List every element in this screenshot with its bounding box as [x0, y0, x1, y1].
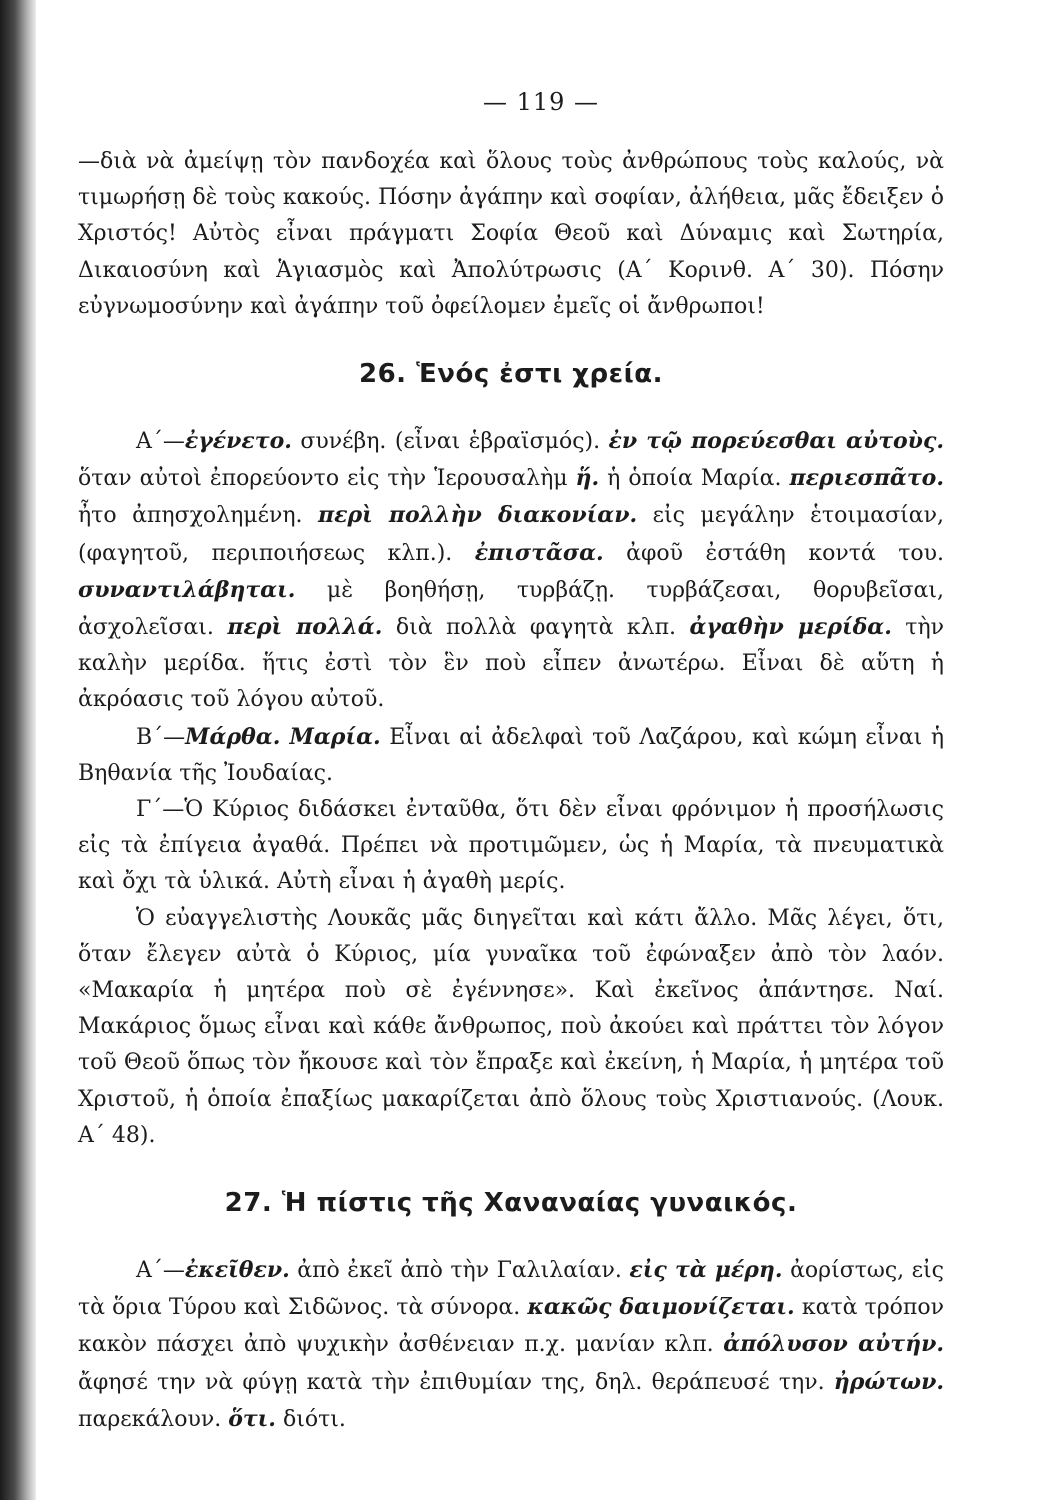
term: ἐγένετο. [184, 428, 292, 455]
term: ἐν τῷ πορεύεσθαι αὐτοὺς. [608, 428, 944, 455]
term: συναντιλάβηται. [78, 576, 296, 603]
term: ἀγαθὴν μερίδα. [689, 614, 892, 641]
term: ἀπόλυσον αὐτήν. [723, 1331, 944, 1358]
term: ἐπιστᾶσα. [474, 539, 604, 566]
intro-paragraph: —διὰ νὰ ἀμείψῃ τὸν πανδοχέα καὶ ὅλους τοὺς ἀνθρώπους τοὺς καλούς, νὰ τιμωρήσῃ δὲ τοὺς κακούς. Πόσην ἀγάπην καὶ σοφίαν, ἀλήθεια, μᾶς ἔδειξεν ὁ Χριστός! Αὐτὸς εἶναι πράγματι Σοφία Θεοῦ καὶ Δύναμις καὶ Σωτηρία, Δικαιοσύνη καὶ Ἁγιασμὸς καὶ Ἀπολύτρωσις (Α΄ Κορινθ. Α΄ 30). Πόσην εὐγνωμοσύνην καὶ ἀγάπην τοῦ ὀφείλομεν ἐμεῖς οἱ ἄνθρωποι! [78, 149, 944, 319]
section-26-paragraph-d: Ὁ εὐαγγελιστὴς Λουκᾶς μᾶς διηγεῖται καὶ κάτι ἄλλο. Μᾶς λέγει, ὅτι, ὅταν ἔλεγεν αὐτὰ ὁ Κύριος, μία γυναῖκα τοῦ ἐφώναξεν ἀπὸ τὸν λαόν. «Μακαρία ἡ μητέρα ποὺ σὲ ἐγέννησε». Καὶ ἐκεῖνος ἀπάντησε. Ναί. Μακάριος ὅμως εἶναι καὶ κάθε ἄνθρωπος, ποὺ ἀκούει καὶ πράττει τὸν λόγον τοῦ Θεοῦ ὅπως τὸν ἤκουσε καὶ τὸν ἔπραξε καὶ ἐκείνη, ἡ Μαρία, ἡ μητέρα τοῦ Χριστοῦ, ἡ ὁποία ἐπαξίως μακαρίζεται ἀπὸ ὅλους τοὺς Χριστιανούς. (Λουκ. Α΄ 48). [78, 905, 944, 1148]
section-27-heading: 27. Ἡ πίστις τῆς Χαναναίας γυναικός. [224, 1188, 798, 1219]
text: μὲ βοηθήσῃ, τυρβάζῃ. τυρβάζεσαι, θορυβεῖσαι, ἀσχολεῖσαι. [78, 577, 944, 641]
text: διὰ πολλὰ φαγητὰ κλπ. [382, 615, 690, 641]
text: ἡ ὁποία Μαρία. [599, 466, 790, 492]
section-26-paragraph-c: Γ΄—Ὁ Κύριος διδάσκει ἐνταῦθα, ὅτι δὲν εἶναι φρόνιμον ἡ προσήλωσις εἰς τὰ ἐπίγεια ἀγαθά. Πρέπει νὰ προτιμῶμεν, ὡς ἡ Μαρία, τὰ πνευματικὰ καὶ ὄχι τὰ ὑλικά. Αὐτὴ εἶναι ἡ ἀγαθὴ μερίς. [78, 797, 944, 895]
text: Εἶναι αἱ ἀδελφαὶ τοῦ Λαζάρου, καὶ κώμη εἶναι ἡ Βηθανία τῆς Ἰουδαίας. [78, 724, 944, 786]
text: Β΄— [136, 724, 186, 750]
term: περὶ πολλά. [227, 614, 383, 641]
term: ἠρώτων. [833, 1368, 944, 1395]
text: ὅταν αὐτοὶ ἐπορεύοντο εἰς τὴν Ἱερουσαλὴμ [78, 466, 576, 492]
text: διότι. [275, 1406, 346, 1432]
page-number: — 119 — [482, 88, 600, 116]
text: Α΄— [136, 1258, 185, 1284]
term: περὶ πολλὴν διακονίαν. [318, 502, 638, 529]
text: ἀφοῦ ἐστάθη κοντά του. [603, 540, 944, 566]
text: κατὰ τρόπον κακὸν πάσχει ἀπὸ ψυχικὴν ἀσθένειαν π.χ. μανίαν κλπ. [78, 1295, 944, 1358]
section-26-paragraph-a [78, 423, 944, 719]
text: Α΄— [136, 429, 185, 455]
term: κακῶς δαιμονίζεται. [527, 1294, 795, 1321]
text: παρεκάλουν. [78, 1406, 229, 1432]
term: ἥ. [575, 465, 600, 492]
term: ὅτι. [228, 1405, 276, 1432]
text: τὴν καλὴν μερίδα. ἥτις ἐστὶ τὸν ἓν ποὺ εἶπεν ἀνωτέρω. Εἶναι δὲ αὕτη ἡ ἀκρόασις τοῦ λόγου αὐτοῦ. [78, 615, 945, 713]
term: ἐκεῖθεν. [184, 1257, 290, 1284]
term: εἰς τὰ μέρη. [629, 1257, 783, 1284]
book-page [78, 88, 944, 1438]
section-26-heading: 26. Ἑνός ἐστι χρεία. [358, 359, 664, 390]
book-binding-edge [0, 0, 36, 1500]
text: εἰς μεγάλην ἑτοιμασίαν, (φαγητοῦ, περιποιήσεως κλπ.). [78, 503, 944, 566]
text: ἦτο ἀπησχολημένη. [78, 503, 319, 529]
term: περιεσπᾶτο. [789, 465, 944, 492]
text: ἄφησέ την νὰ φύγῃ κατὰ τὴν ἐπιθυμίαν της, δηλ. θεράπευσέ την. [78, 1369, 834, 1395]
section-27-paragraph-a [78, 1252, 944, 1438]
section-26-paragraph-b [78, 719, 944, 792]
text: ἀπὸ ἐκεῖ ἀπὸ τὴν Γαλιλαίαν. [289, 1258, 630, 1284]
text: ἀορίστως, εἰς τὰ ὅρια Τύρου καὶ Σιδῶνος. τὰ σύνορα. [78, 1258, 944, 1321]
text: συνέβη. (εἶναι ἑβραϊσμός). [291, 429, 609, 455]
term: Μάρθα. Μαρία. [185, 723, 381, 750]
